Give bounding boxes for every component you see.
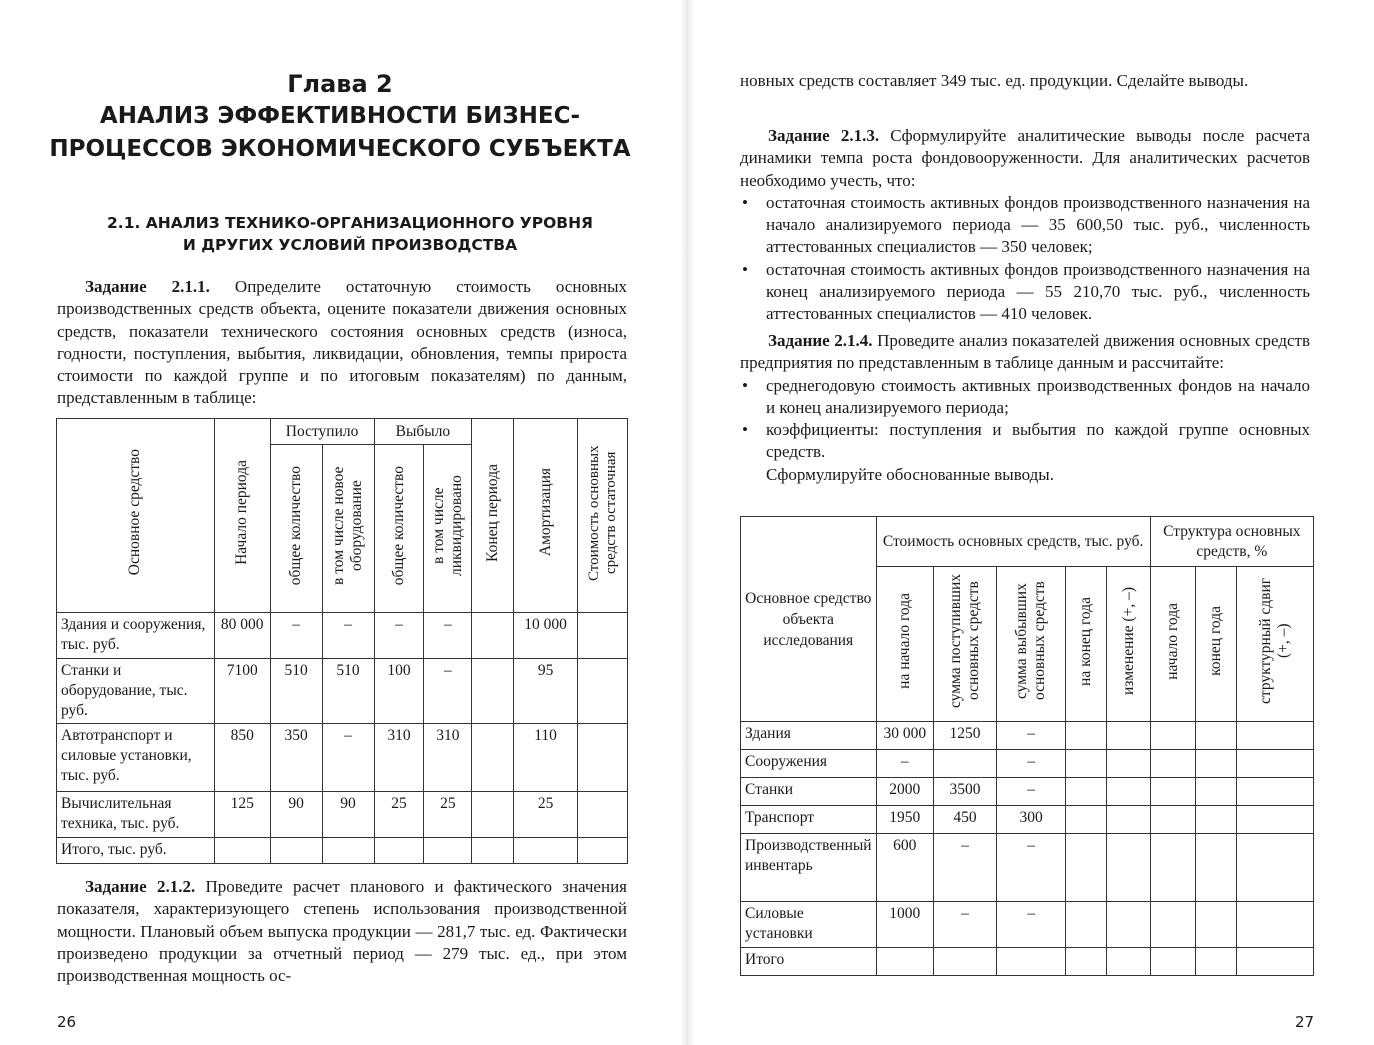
cell: 80 000 — [214, 613, 270, 659]
table-row — [57, 792, 628, 838]
header-in-total: общее количество — [270, 445, 322, 613]
cell: 510 — [322, 659, 374, 724]
header-group-struct: Структура основных средств, % — [1150, 517, 1313, 567]
cell — [1237, 778, 1314, 806]
cell: 25 — [514, 792, 578, 838]
cell — [1237, 834, 1314, 902]
row-name: Станки — [741, 778, 877, 806]
cell — [578, 659, 628, 724]
cell: 600 — [876, 834, 933, 902]
cell: – — [322, 724, 374, 792]
cell: – — [997, 750, 1066, 778]
cell: – — [933, 902, 996, 948]
fixed-assets-table — [56, 418, 628, 864]
cell: 450 — [933, 806, 996, 834]
cell: – — [997, 834, 1066, 902]
cell — [1107, 750, 1150, 778]
cell — [997, 948, 1066, 976]
row-name: Итого — [741, 948, 877, 976]
cell — [1195, 750, 1236, 778]
cell — [578, 724, 628, 792]
cell: 10 000 — [514, 613, 578, 659]
row-name: Вычислительная техника, тыс. руб. — [57, 792, 215, 838]
cell — [374, 838, 424, 864]
task-text: Проведите анализ показателей движения основных средств предприятия по представленным в таблице данным и рассчитайте: — [740, 331, 1310, 373]
cell — [1150, 722, 1195, 750]
cell — [1107, 948, 1150, 976]
task-label: Задание 2.1.2. — [85, 877, 196, 896]
cell — [1150, 750, 1195, 778]
table-row — [57, 724, 628, 792]
cell: 510 — [270, 659, 322, 724]
task-label: Задание 2.1.3. — [768, 126, 880, 145]
task-label: Задание 2.1.4. — [768, 331, 873, 350]
task-text: Проведите расчет планового и фактического значения показателя, характеризующего степень использования производственной мощности. Плановый объем выпуска продукции — 281,7 тыс. ед. Фактически произведено продукции за отчетный период — 279 тыс. ед., при этом производственная мощность ос- — [57, 877, 627, 986]
cell: 1950 — [876, 806, 933, 834]
row-name: Транспорт — [741, 806, 877, 834]
header-resid: Стоимость основных средств остаточная — [578, 419, 628, 613]
cell: – — [424, 613, 472, 659]
row-name: Станки и оборудование, тыс. руб. — [57, 659, 215, 724]
task-2-1-4 — [740, 330, 1310, 486]
table-row — [741, 778, 1314, 806]
cell — [472, 792, 514, 838]
cell — [1150, 948, 1195, 976]
cell — [1195, 778, 1236, 806]
header-group-in: Поступило — [270, 419, 374, 445]
chapter-title-line-1: АНАЛИЗ ЭФФЕКТИВНОСТИ БИЗНЕС- — [99, 103, 581, 129]
task-2-1-3 — [740, 125, 1310, 326]
chapter-number: Глава 2 — [287, 70, 393, 98]
cell: 30 000 — [876, 722, 933, 750]
cell — [214, 838, 270, 864]
cell: 310 — [424, 724, 472, 792]
cell — [1237, 806, 1314, 834]
cell — [1150, 902, 1195, 948]
cell: – — [997, 778, 1066, 806]
row-name: Производственный инвентарь — [741, 834, 877, 902]
cell — [1150, 806, 1195, 834]
chapter-title-line-2: ПРОЦЕССОВ ЭКОНОМИЧЕСКОГО СУБЪЕКТА — [49, 136, 631, 162]
cell: 850 — [214, 724, 270, 792]
cell — [472, 724, 514, 792]
cell: 7100 — [214, 659, 270, 724]
cell — [578, 792, 628, 838]
table-row — [57, 659, 628, 724]
section-heading-line-1: 2.1. АНАЛИЗ ТЕХНИКО-ОРГАНИЗАЦИОННОГО УРОВНЯ — [107, 214, 593, 232]
header-c3: сумма выбывших основных средств — [997, 567, 1066, 722]
section-heading — [60, 212, 640, 256]
cell: 100 — [374, 659, 424, 724]
conclusion-line: Сформулируйте обоснованные выводы. — [766, 464, 1054, 484]
cell — [1237, 902, 1314, 948]
cell — [1066, 806, 1107, 834]
cell: – — [424, 659, 472, 724]
cell — [1066, 948, 1107, 976]
table-row — [741, 834, 1314, 902]
cell — [1107, 806, 1150, 834]
table-row — [57, 613, 628, 659]
cell — [1107, 778, 1150, 806]
cell: 95 — [514, 659, 578, 724]
asset-structure-table — [740, 516, 1314, 976]
header-c1: на начало года — [876, 567, 933, 722]
header-out-total: общее количество — [374, 445, 424, 613]
cell — [1107, 722, 1150, 750]
table-row — [741, 902, 1314, 948]
table-row — [741, 722, 1314, 750]
cell — [1195, 722, 1236, 750]
cell: – — [997, 902, 1066, 948]
cell — [578, 613, 628, 659]
bullet-item: • среднегодовую стоимость активных производственных фондов на начало и конец анализируемого периода; — [740, 375, 1310, 420]
cell — [1066, 902, 1107, 948]
row-name: Здания — [741, 722, 877, 750]
table-row — [57, 838, 628, 864]
table-row — [741, 948, 1314, 976]
cell — [514, 838, 578, 864]
page-number: 26 — [57, 1013, 77, 1031]
cell — [1107, 902, 1150, 948]
right-page — [687, 0, 1374, 1045]
header-asset: Основное средство объекта исследования — [741, 517, 877, 722]
cell: 90 — [322, 792, 374, 838]
cell — [1237, 948, 1314, 976]
continuation-text — [740, 70, 1310, 92]
cell: 110 — [514, 724, 578, 792]
cell — [1066, 834, 1107, 902]
header-group-out: Выбыло — [374, 419, 472, 445]
header-amort: Амортизация — [514, 419, 578, 613]
header-c4: на конец года — [1066, 567, 1107, 722]
cell: 3500 — [933, 778, 996, 806]
header-end: Конец периода — [472, 419, 514, 613]
row-name: Итого, тыс. руб. — [57, 838, 215, 864]
cell: 125 — [214, 792, 270, 838]
header-asset: Основное средство — [57, 419, 215, 613]
header-out-liq: в том числе ликвидировано — [424, 445, 472, 613]
row-name: Сооружения — [741, 750, 877, 778]
cell: – — [933, 834, 996, 902]
task-text: Сформулируйте аналитические выводы после расчета динамики темпа роста фондовооруженности. Для аналитических расчетов необходимо учесть, что: — [740, 126, 1310, 190]
cell: 25 — [374, 792, 424, 838]
cell — [424, 838, 472, 864]
page-number: 27 — [1295, 1013, 1315, 1031]
cell: 350 — [270, 724, 322, 792]
cell — [1195, 948, 1236, 976]
cell — [1150, 834, 1195, 902]
cell: – — [374, 613, 424, 659]
chapter-title — [40, 100, 640, 166]
bullet-item: • остаточная стоимость активных фондов производственного назначения на конец анализируемого периода — 55 210,70 тыс. руб., численность аттестованных специалистов — 410 человек. — [740, 259, 1310, 326]
cell: 2000 — [876, 778, 933, 806]
bullet-item: • коэффициенты: поступления и выбытия по каждой группе основных средств. — [740, 419, 1310, 464]
header-group-cost: Стоимость основных средств, тыс. руб. — [876, 517, 1150, 567]
cell: 300 — [997, 806, 1066, 834]
header-start: Начало периода — [214, 419, 270, 613]
header-c6: начало года — [1150, 567, 1195, 722]
cell — [322, 838, 374, 864]
cell — [1066, 722, 1107, 750]
cell — [1237, 750, 1314, 778]
cell — [270, 838, 322, 864]
cell: – — [270, 613, 322, 659]
table-row — [741, 806, 1314, 834]
task-2-1-1 — [57, 276, 627, 410]
task-label: Задание 2.1.1. — [85, 277, 210, 296]
cell — [1195, 902, 1236, 948]
cell — [1195, 834, 1236, 902]
row-name: Автотранспорт и силовые установки, тыс. руб. — [57, 724, 215, 792]
cell: – — [876, 750, 933, 778]
task-text: Определите остаточную стоимость основных производственных средств объекта, оцените показатели движения основных средств, показатели технического состояния основных средств (износа, годности, поступления, выбытия, ликвидации, обновления, темпы прироста стоимости по каждой группе и по итоговым показателям) по данным, представленным в таблице: — [57, 277, 627, 408]
cell: 1250 — [933, 722, 996, 750]
cell: – — [997, 722, 1066, 750]
header-c7: конец года — [1195, 567, 1236, 722]
bullet-item: • остаточная стоимость активных фондов производственного назначения на начало анализируемого периода — 35 600,50 тыс. руб., численность аттестованных специалистов — 350 человек; — [740, 192, 1310, 259]
header-c8: структурный сдвиг (+, –) — [1237, 567, 1314, 722]
cell — [472, 613, 514, 659]
cell — [1150, 778, 1195, 806]
continuation-paragraph: новных средств составляет 349 тыс. ед. продукции. Сделайте выводы. — [740, 71, 1249, 90]
row-name: Здания и сооружения, тыс. руб. — [57, 613, 215, 659]
task-2-1-2 — [57, 876, 627, 987]
cell: 1000 — [876, 902, 933, 948]
cell — [876, 948, 933, 976]
header-c5: изменение (+, –) — [1107, 567, 1150, 722]
cell: 310 — [374, 724, 424, 792]
cell: 90 — [270, 792, 322, 838]
cell — [1066, 778, 1107, 806]
table-row — [741, 750, 1314, 778]
header-in-new: в том числе новое оборудование — [322, 445, 374, 613]
cell — [933, 948, 996, 976]
cell: 25 — [424, 792, 472, 838]
cell — [1237, 722, 1314, 750]
cell — [1066, 750, 1107, 778]
row-name: Силовые установки — [741, 902, 877, 948]
cell — [472, 659, 514, 724]
cell — [1107, 834, 1150, 902]
cell — [472, 838, 514, 864]
header-c2: сумма поступивших основных средств — [933, 567, 996, 722]
cell — [1195, 806, 1236, 834]
cell — [933, 750, 996, 778]
cell — [578, 838, 628, 864]
section-heading-line-2: И ДРУГИХ УСЛОВИЙ ПРОИЗВОДСТВА — [182, 236, 518, 254]
cell: – — [322, 613, 374, 659]
